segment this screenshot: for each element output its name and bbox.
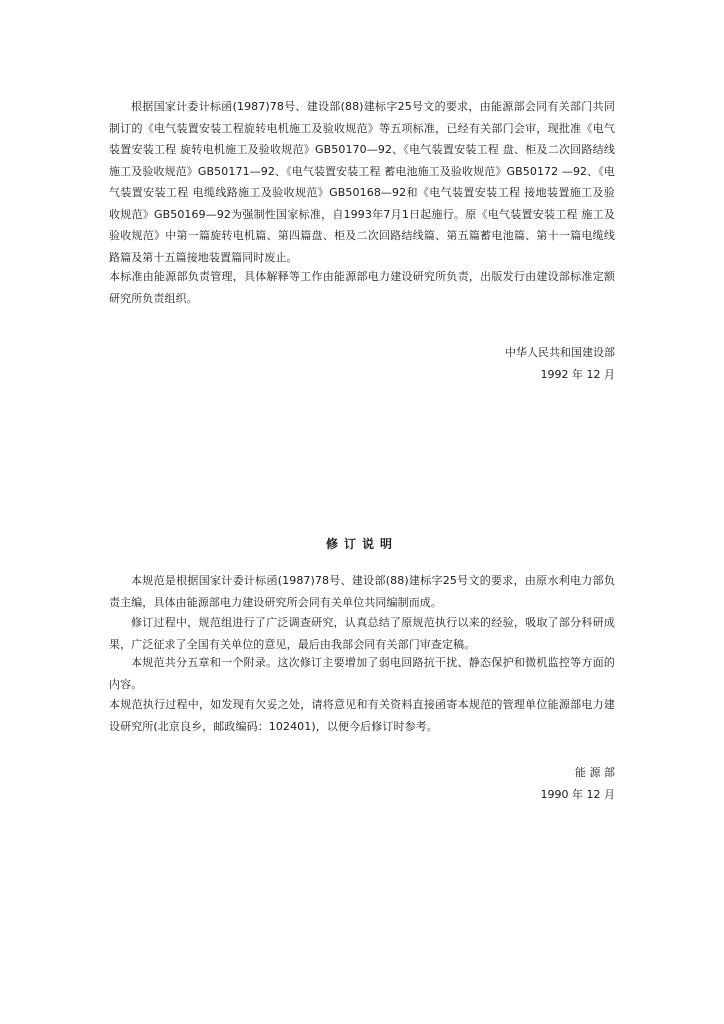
revision-heading: 修订说明 xyxy=(325,537,398,551)
notice-issuer: 中华人民共和国建设部 xyxy=(505,346,615,359)
management-paragraph: 本标准由能源部负责管理，具体解释等工作由能源部电力建设研究所负责，出版发行由建设部标准定额研究所负责组织。 xyxy=(109,270,615,305)
revision-date: 1990 年 12 月 xyxy=(540,788,615,801)
revision-paragraph-2: 修订过程中，规范组进行了广泛调查研究，认真总结了原规范执行以来的经验，吸取了部分科研成果，广泛征求了全国有关单位的意见，最后由我部会同有关部门审查定稿。 xyxy=(109,616,615,651)
revision-paragraph-1: 本规范是根据国家计委计标函(1987)78号、建设部(88)建标字25号文的要求，由原水利电力部负责主编，具体由能源部电力建设研究所会同有关单位共同编制而成。 xyxy=(109,574,615,609)
revision-paragraph-3: 本规范共分五章和一个附录。这次修订主要增加了弱电回路抗干扰、静态保护和微机监控等方面的内容。 xyxy=(109,656,615,691)
approval-notice-paragraph: 根据国家计委计标函(1987)78号、建设部(88)建标字25号文的要求，由能源部会同有关部门共同制订的《电气装置安装工程旋转电机施工及验收规范》等五项标准，已经有关部门会审，现批准《电气装置安装工程 旋转电机施工及验收规范》GB50170—92、《电气装置安装工程 盘、柜及二次回路结线施工及验收规范》GB50171—92、《电气装置安装工程 蓄电池施工及验收规范》GB50172 —92、《电气装置安装工程 电缆线路施工及验收规范》GB50168—92和《电气装置安装工程 接地装置施工及验收规范》GB50169—92为强制性国家标准，自1993年7月1日起施行。原《电气装置安装工程 施工及验收规范》中第一篇旋转电机篇、第四篇盘、柜及二次回路结线篇、第五篇蓄电池篇、第十一篇电缆线路篇及第十五篇接地装置篇同时废止。 xyxy=(109,100,615,264)
revision-paragraph-4: 本规范执行过程中，如发现有欠妥之处，请将意见和有关资料直接函寄本规范的管理单位能源部电力建设研究所(北京良乡，邮政编码：102401)，以便今后修订时参考。 xyxy=(109,698,615,733)
revision-issuer: 能 源 部 xyxy=(575,766,615,779)
notice-date: 1992 年 12 月 xyxy=(540,368,615,381)
